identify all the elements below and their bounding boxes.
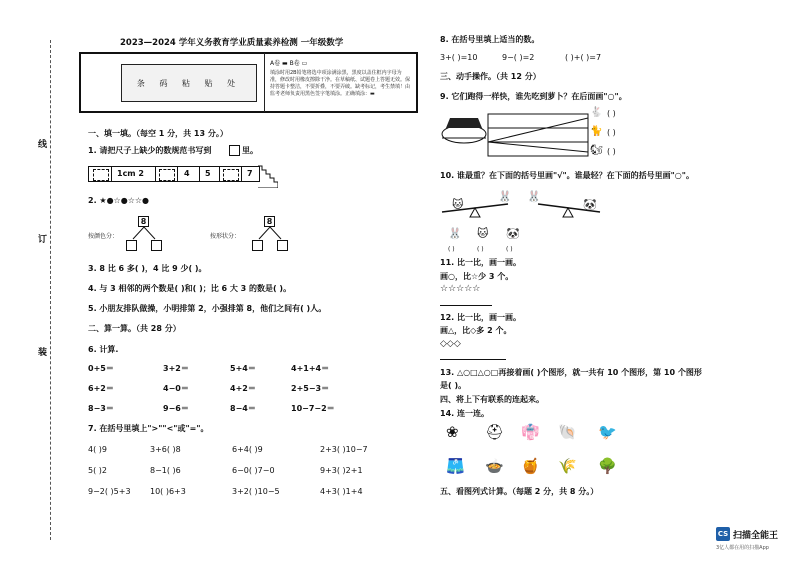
hat-icon[interactable]: ⛑ xyxy=(485,423,505,441)
draw-line[interactable] xyxy=(440,305,492,306)
question-9: 9. 它们跑得一样快，谁先吃到萝卜？在后面画"○"。 xyxy=(440,92,627,101)
answer-blank[interactable]: ( ) xyxy=(448,246,455,253)
question-1-tail: 里。 xyxy=(242,146,258,155)
ruler-tick xyxy=(241,167,242,181)
calc-item: 4+2＝ xyxy=(230,384,256,393)
question-11-instruction: 画○，比☆少 3 个。 xyxy=(440,272,514,281)
split-by-color-label: 按颜色分： xyxy=(88,233,119,240)
answer-blank[interactable]: ( ) xyxy=(477,246,484,253)
cat-icon: 🐱 xyxy=(477,227,489,240)
question-13: 13. △○□△○□再接着画( )个图形，就一共有 10 个图形，第 10 个图形 xyxy=(440,368,702,377)
shell-icon[interactable]: 🐚 xyxy=(558,423,577,441)
tree-part-box[interactable] xyxy=(126,240,137,251)
squirrel-icon: 🐿 xyxy=(590,145,603,156)
compare-item: 5( )2 xyxy=(88,466,107,475)
scanner-logo: CS xyxy=(716,527,730,541)
question-1: 1. 请把尺子上缺少的数规范书写到 xyxy=(88,146,212,155)
cat-icon: 🐱 xyxy=(452,198,464,211)
ruler-tick xyxy=(177,167,178,181)
compare-item: 2+3( )10−7 xyxy=(320,445,368,454)
ruler-blank-box[interactable] xyxy=(223,169,239,181)
ruler-tick xyxy=(155,167,156,181)
calc-item: 2+5−3＝ xyxy=(291,384,330,393)
tree-total-box: 8 xyxy=(138,216,149,227)
calc-item: 8−4＝ xyxy=(230,404,256,413)
question-5: 5. 小朋友排队做操，小明排第 2，小强排第 8，他们之间有( )人。 xyxy=(88,304,327,313)
ruler-blank-box[interactable] xyxy=(159,169,175,181)
tree-part-box[interactable] xyxy=(277,240,288,251)
compare-item: 9+3( )2+1 xyxy=(320,466,363,475)
draw-line[interactable] xyxy=(440,359,506,360)
section-1-title: 一、填一填。（每空 1 分，共 13 分。） xyxy=(88,129,228,138)
calc-item: 4+1+4＝ xyxy=(291,364,330,373)
panda-icon: 🐼 xyxy=(583,198,597,211)
jar-icon[interactable]: 🍯 xyxy=(521,457,540,475)
fill-item: 9−( )=2 xyxy=(502,53,535,62)
question-7: 7. 在括号里填上">""<"或"="。 xyxy=(88,424,209,433)
rabbit-icon: 🐰 xyxy=(527,190,541,203)
ruler-tick xyxy=(219,167,220,181)
question-12-instruction: 画△，比◇多 2 个。 xyxy=(440,326,512,335)
scanner-app-name: 扫描全能王 xyxy=(733,531,779,541)
compare-item: 3+6( )8 xyxy=(150,445,181,454)
section-3-title: 三、动手操作。（共 12 分） xyxy=(440,72,541,81)
compare-item: 6−0( )7−0 xyxy=(232,466,275,475)
calc-item: 6+2＝ xyxy=(88,384,114,393)
calc-item: 5+4＝ xyxy=(230,364,256,373)
ruler-label: 7 xyxy=(247,169,253,178)
scanner-tagline: 3亿人都在用的扫描App xyxy=(716,545,769,551)
question-3: 3. 8 比 6 多( )，4 比 9 少( )。 xyxy=(88,264,207,273)
fill-item: ( )+( )=7 xyxy=(565,53,602,62)
calc-item: 10−7−2＝ xyxy=(291,404,335,413)
shirt-icon[interactable]: 👘 xyxy=(521,423,540,441)
side-label-xian: 线 xyxy=(38,140,48,150)
ruler-end-steps xyxy=(258,160,278,188)
compare-item: 10( )6+3 xyxy=(150,487,186,496)
section-5-title: 五、看图列式计算。（每题 2 分，共 8 分。） xyxy=(440,487,599,496)
grass-icon[interactable]: 🌾 xyxy=(558,457,577,475)
tree-branch-lines xyxy=(124,227,164,240)
cat-icon: 🐈 xyxy=(590,126,603,137)
tree-total-box: 8 xyxy=(264,216,275,227)
tree-part-box[interactable] xyxy=(252,240,263,251)
split-by-shape-label: 按形状分： xyxy=(210,233,241,240)
diamond-row: ◇◇◇ xyxy=(440,339,461,349)
rabbit-icon: 🐇 xyxy=(590,107,603,118)
answer-blank[interactable]: ( ) xyxy=(607,147,616,156)
tree-part-box[interactable] xyxy=(151,240,162,251)
calc-item: 9−6＝ xyxy=(163,404,189,413)
race-to-carrots-figure xyxy=(440,108,610,163)
side-label-zhuang: 装 xyxy=(38,348,48,358)
question-10: 10. 谁最重？在下面的括号里画"√"。谁最轻？在下面的括号里画"○"。 xyxy=(440,171,694,180)
calc-item: 8−3＝ xyxy=(88,404,114,413)
ruler-tick xyxy=(199,167,200,181)
binding-line xyxy=(50,40,51,540)
calc-item: 0+5＝ xyxy=(88,364,114,373)
ruler-blank-box[interactable] xyxy=(93,169,109,181)
bird-icon[interactable]: 🐦 xyxy=(598,423,617,441)
rabbit-icon: 🐰 xyxy=(498,190,512,203)
info-divider xyxy=(264,53,265,112)
answer-box[interactable] xyxy=(229,145,240,156)
rabbit-icon: 🐰 xyxy=(448,227,462,240)
compare-item: 3+2( )10−5 xyxy=(232,487,280,496)
calc-item: 4−0＝ xyxy=(163,384,189,393)
ruler-tick xyxy=(111,167,112,181)
ruler-label: 1cm 2 xyxy=(117,169,144,178)
ruler xyxy=(88,166,260,182)
question-12: 12. 比一比，画一画。 xyxy=(440,313,521,322)
paper-type: A卷 ▬ B卷 ▭ xyxy=(270,60,308,67)
compare-item: 4( )9 xyxy=(88,445,107,454)
answer-blank[interactable]: ( ) xyxy=(607,128,616,137)
compare-item: 8−1( )6 xyxy=(150,466,181,475)
question-2: 2. ★●☆●☆☆● xyxy=(88,196,150,205)
section-4-title: 四、将上下有联系的连起来。 xyxy=(440,395,544,404)
shorts-icon[interactable]: 🩳 xyxy=(446,457,465,475)
flower-icon[interactable]: ❀ xyxy=(446,423,459,441)
ruler-label: 4 xyxy=(184,169,190,178)
pot-icon[interactable]: 🍲 xyxy=(485,457,504,475)
calc-item: 3+2＝ xyxy=(163,364,189,373)
ruler-label: 5 xyxy=(205,169,211,178)
tree-icon[interactable]: 🌳 xyxy=(598,457,617,475)
page-title: 2023—2024 学年义务教育学业质量素养检测 一年级数学 xyxy=(120,38,344,48)
star-row: ☆☆☆☆☆ xyxy=(440,284,481,294)
tree-branch-lines xyxy=(250,227,290,240)
fill-item: 3+( )=10 xyxy=(440,53,478,62)
compare-item: 9−2( )5+3 xyxy=(88,487,131,496)
answer-blank[interactable]: ( ) xyxy=(506,246,513,253)
answer-blank[interactable]: ( ) xyxy=(607,109,616,118)
question-14: 14. 连一连。 xyxy=(440,409,489,418)
section-2-title: 二、算一算。（共 28 分） xyxy=(88,324,181,333)
barcode-area: 条 码 粘 贴 处 xyxy=(121,64,257,102)
compare-item: 4+3( )1+4 xyxy=(320,487,363,496)
side-label-ding: 订 xyxy=(38,235,48,245)
question-8: 8. 在括号里填上适当的数。 xyxy=(440,35,540,44)
filling-note: 填涂时用2B铅笔将选中项涂满涂黑，黑度以盖住框内字母为准，修改时用橡皮擦除干净。在草稿纸、试题卷上答题无效。保持答题卡整洁，不要折叠，不要弄破。缺考标记，考生禁填！由监考老师负责用黑色签字笔填涂。正确填涂：▬ xyxy=(270,70,411,97)
compare-item: 6+4( )9 xyxy=(232,445,263,454)
question-4: 4. 与 3 相邻的两个数是( )和( )；比 6 大 3 的数是( )。 xyxy=(88,284,292,293)
question-13-cont: 是( )。 xyxy=(440,381,467,390)
question-11: 11. 比一比，画一画。 xyxy=(440,258,521,267)
question-6: 6. 计算. xyxy=(88,345,119,354)
panda-icon: 🐼 xyxy=(506,227,520,240)
